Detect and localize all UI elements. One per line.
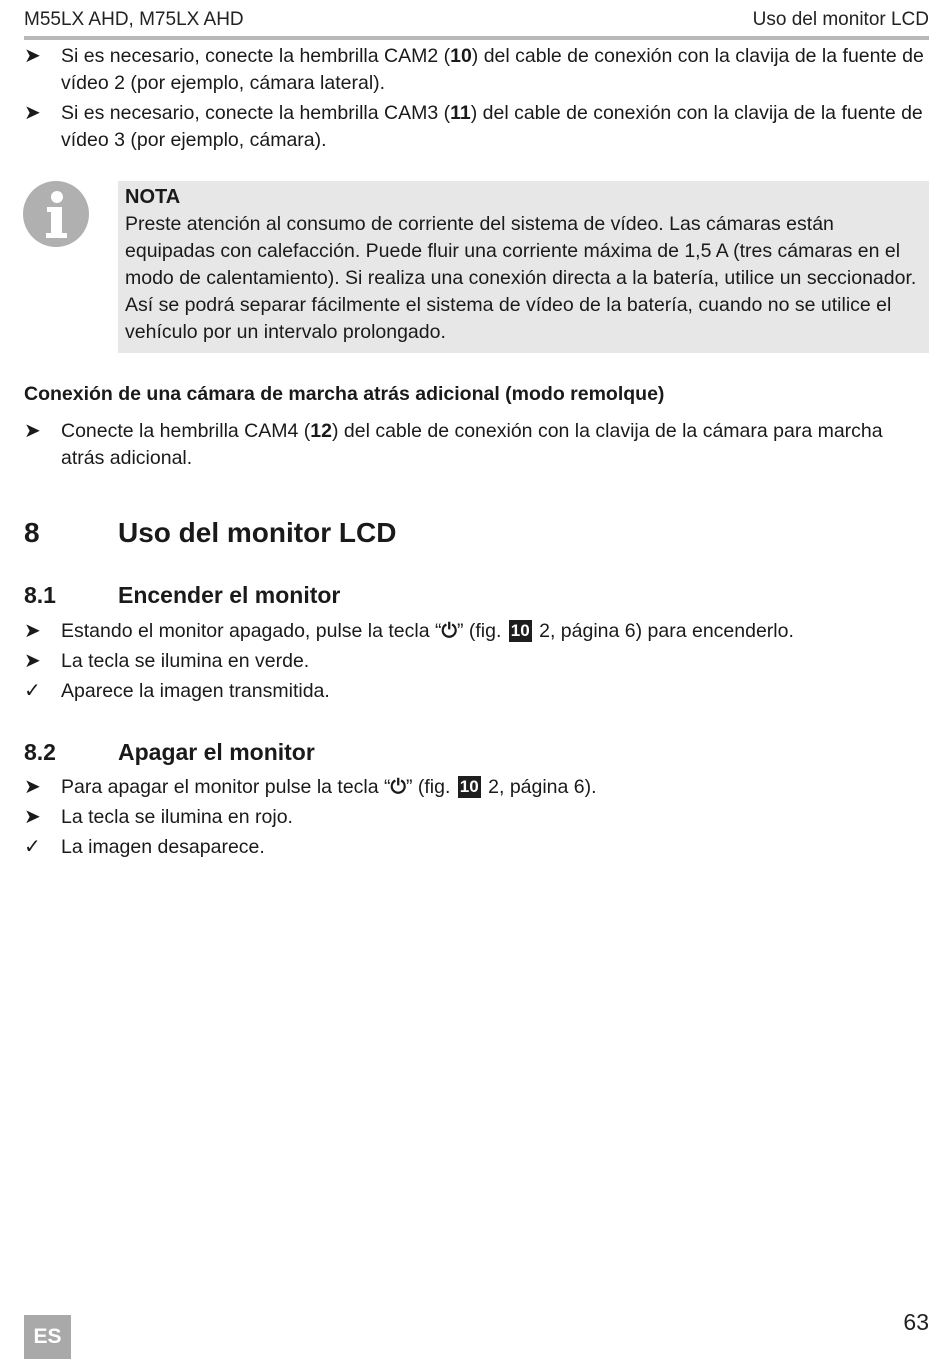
arrow-icon: ➤	[24, 776, 41, 798]
figure-ref-badge: 10	[459, 777, 479, 796]
trailer-heading: Conexión de una cámara de marcha atrás adicional (modo remolque)	[24, 383, 665, 405]
arrow-icon: ➤	[24, 420, 41, 442]
chapter-number: 8	[24, 517, 40, 548]
section-title: Apagar el monitor	[118, 739, 315, 765]
note-body: Preste atención al consumo de corriente del sistema de vídeo. Las cámaras están equipadas con calefacción. Puede fluir una corriente máxima de 1,5 A (tres cámaras en el modo de calentamiento). Si realiza una conexión directa a la batería, utilice un seccionador. Así se podrá separar fácilmente el sistema de vídeo de la batería, cuando no se utilice el vehículo por un intervalo prolongado.	[125, 213, 917, 343]
page-number: 63	[903, 1309, 929, 1335]
section-number: 8.1	[24, 582, 56, 608]
item-ref: 10	[450, 45, 472, 67]
list-item: ➤ Conecte la hembrilla CAM4 (12) del cable de conexión con la clavija de la cámara para marcha atrás adicional.	[24, 420, 883, 469]
power-icon: ⏻	[390, 776, 406, 798]
list-item: ➤ La tecla se ilumina en verde.	[24, 648, 929, 675]
list-item: ➤ La tecla se ilumina en rojo.	[24, 804, 929, 831]
arrow-icon: ➤	[24, 620, 41, 642]
item-ref: 11	[450, 102, 471, 124]
list-item: ✓ La imagen desaparece.	[24, 834, 929, 861]
header-model: M55LX AHD, M75LX AHD	[24, 9, 244, 30]
section-title: Encender el monitor	[118, 582, 341, 608]
list-item: ➤ Estando el monitor apagado, pulse la tecla “⏻” (fig. 10 2, página 6) para encenderlo.	[24, 618, 929, 645]
arrow-icon: ➤	[24, 102, 41, 124]
header-chapter-title: Uso del monitor LCD	[752, 9, 929, 30]
list-item: ➤ Si es necesario, conecte la hembrilla CAM3 (11) del cable de conexión con la clavija de la fuente de vídeo 3 (por ejemplo, cámara).	[24, 102, 923, 151]
page-header	[24, 6, 929, 40]
language-badge: ES	[24, 1315, 71, 1359]
arrow-icon: ➤	[24, 806, 41, 828]
list-item: ➤ Si es necesario, conecte la hembrilla CAM2 (10) del cable de conexión con la clavija de la fuente de vídeo 2 (por ejemplo, cámara lateral).	[24, 45, 924, 94]
section-heading	[24, 737, 315, 767]
section-number: 8.2	[24, 739, 56, 765]
note-box	[118, 181, 929, 353]
power-icon: ⏻	[441, 620, 457, 642]
note-title: NOTA	[125, 186, 181, 208]
list-item: ➤ Para apagar el monitor pulse la tecla “⏻” (fig. 10 2, página 6).	[24, 774, 929, 801]
arrow-icon: ➤	[24, 650, 41, 672]
figure-ref-badge: 10	[510, 621, 530, 640]
info-icon	[22, 180, 90, 248]
chapter-title: Uso del monitor LCD	[118, 517, 397, 548]
check-icon: ✓	[24, 836, 41, 858]
item-ref: 12	[310, 420, 332, 442]
check-icon: ✓	[24, 680, 41, 702]
chapter-heading	[24, 515, 396, 551]
arrow-icon: ➤	[24, 45, 41, 67]
section-heading	[24, 580, 340, 610]
list-item: ✓ Aparece la imagen transmitida.	[24, 678, 929, 705]
